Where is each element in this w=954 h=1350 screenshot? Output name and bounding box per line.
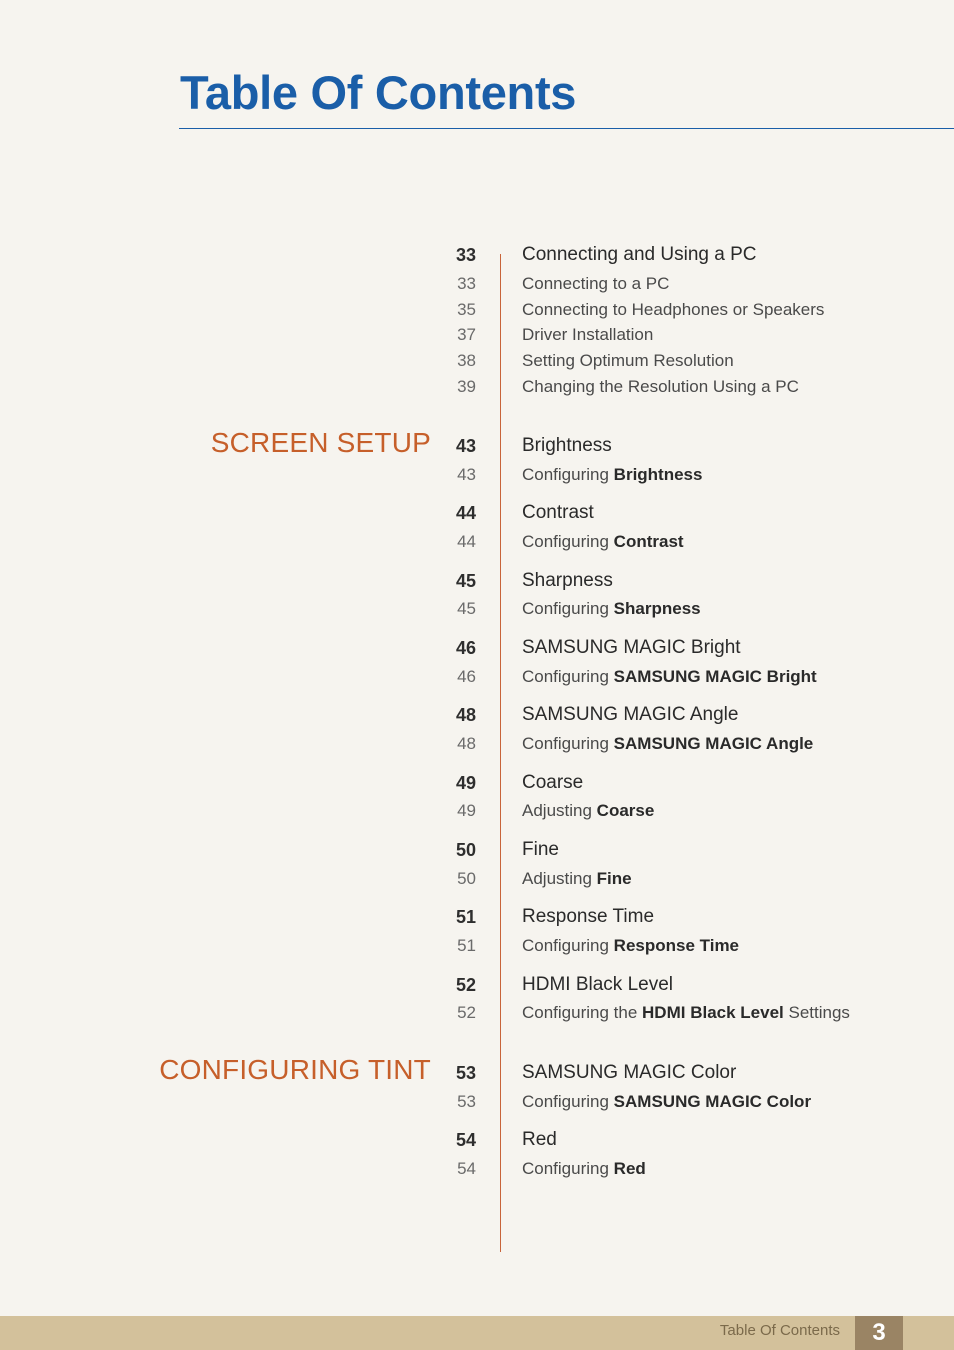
toc-entry-heading[interactable]: [0, 972, 954, 998]
toc-subentry[interactable]: [0, 529, 954, 555]
toc-subentry[interactable]: [0, 933, 954, 959]
toc-entry-heading[interactable]: [0, 837, 954, 863]
toc-heading-text: SAMSUNG MAGIC Color: [522, 1062, 737, 1083]
toc-page-number: 45: [457, 599, 476, 618]
toc-subentry-text: [522, 462, 702, 488]
toc-subentry-prefix: Adjusting: [522, 801, 597, 820]
page-title: Table Of Contents: [180, 66, 577, 119]
toc-entry-heading[interactable]: [0, 433, 954, 459]
toc-page-number: 52: [455, 975, 476, 995]
toc-heading-text: Fine: [522, 839, 559, 860]
toc-heading-text: Red: [522, 1129, 557, 1150]
toc-page-number: 48: [457, 734, 476, 753]
toc-subentry-text: Driver Installation: [522, 325, 654, 344]
toc-page-number: 54: [455, 1130, 476, 1150]
toc-subentry-prefix: Configuring: [522, 1159, 614, 1178]
toc-page-number: 45: [455, 571, 476, 591]
toc-page-number: 49: [457, 801, 476, 820]
toc-subentry[interactable]: [0, 374, 954, 400]
toc-subentry-keyword: SAMSUNG MAGIC Bright: [613, 667, 817, 686]
toc-entry-heading[interactable]: [0, 568, 954, 594]
toc-subentry-text: [522, 529, 684, 555]
toc-subentry-text: [522, 933, 739, 959]
toc-heading-text: SAMSUNG MAGIC Angle: [522, 704, 739, 725]
toc-subentry-prefix: Adjusting: [522, 869, 597, 888]
toc-subentry-text: [522, 596, 701, 622]
toc-entry-heading[interactable]: [0, 770, 954, 796]
toc-entry-heading[interactable]: [0, 1127, 954, 1153]
toc-heading-text: Coarse: [522, 772, 584, 793]
toc-page-number: 53: [455, 1063, 476, 1083]
toc-page-number: 49: [455, 773, 476, 793]
toc-page-number: 43: [455, 436, 476, 456]
section-label-configuring-tint: CONFIGURING TINT: [159, 1054, 431, 1085]
toc-page-number: 52: [457, 1003, 476, 1022]
toc-subentry-prefix: Configuring: [522, 465, 614, 484]
page-number-badge: 3: [855, 1316, 903, 1350]
footer-label: Table Of Contents: [719, 1322, 840, 1339]
toc-subentry-prefix: Configuring the: [522, 1003, 643, 1022]
toc-heading-text: Contrast: [522, 502, 594, 523]
toc-subentry[interactable]: [0, 866, 954, 892]
toc-subentry-text: Connecting to Headphones or Speakers: [522, 300, 825, 319]
toc-subentry[interactable]: [0, 798, 954, 824]
toc-page-number: 50: [457, 869, 476, 888]
toc-subentry-text: [522, 1156, 646, 1182]
toc-subentry-prefix: Configuring: [522, 532, 614, 551]
toc-subentry[interactable]: [0, 297, 954, 323]
toc-subentry-keyword: Red: [613, 1159, 646, 1178]
toc-page-number: 44: [457, 532, 476, 551]
toc-subentry-prefix: Configuring: [522, 734, 614, 753]
toc-subentry[interactable]: [0, 462, 954, 488]
toc-heading-text: Brightness: [522, 435, 612, 456]
toc-subentry-keyword: SAMSUNG MAGIC Color: [613, 1092, 812, 1111]
toc-subentry-keyword: Coarse: [596, 801, 655, 820]
toc-entry-heading[interactable]: [0, 702, 954, 728]
toc-subentry-keyword: Fine: [596, 869, 632, 888]
toc-subentry-keyword: Sharpness: [613, 599, 701, 618]
toc-page-number: 37: [457, 325, 476, 344]
toc-subentry-suffix: Settings: [783, 1003, 850, 1022]
toc-entry-heading[interactable]: [0, 500, 954, 526]
toc-page-number: 38: [457, 351, 476, 370]
toc-subentry-keyword: Response Time: [613, 936, 740, 955]
toc-subentry-keyword: Contrast: [613, 532, 684, 551]
toc-page-number: 43: [457, 465, 476, 484]
section-label-screen-setup: SCREEN SETUP: [210, 427, 431, 458]
toc-page-number: 51: [455, 907, 476, 927]
toc-subentry[interactable]: [0, 596, 954, 622]
toc-subentry[interactable]: [0, 731, 954, 757]
toc-subentry[interactable]: [0, 1089, 954, 1115]
toc-page-number: 44: [455, 503, 476, 523]
toc-page-number: 33: [455, 245, 476, 265]
toc-subentry[interactable]: [0, 322, 954, 348]
toc-subentry-prefix: Configuring: [522, 1092, 614, 1111]
title-rule: [179, 128, 954, 129]
toc-subentry-prefix: Configuring: [522, 936, 614, 955]
toc-entry-heading[interactable]: [0, 1060, 954, 1086]
toc-page-number: 35: [457, 300, 476, 319]
toc-page-number: 53: [457, 1092, 476, 1111]
toc-subentry-text: [522, 1089, 811, 1115]
toc-subentry-text: [522, 1000, 850, 1026]
toc-entry-heading[interactable]: [0, 242, 954, 268]
toc-subentry-text: Changing the Resolution Using a PC: [522, 377, 799, 396]
toc-heading-text: HDMI Black Level: [522, 974, 673, 995]
toc-page-number: 51: [457, 936, 476, 955]
toc-heading-text: SAMSUNG MAGIC Bright: [522, 637, 741, 658]
toc-page-number: 48: [455, 705, 476, 725]
toc-heading-text: Response Time: [522, 906, 655, 927]
toc-page-number: 46: [457, 667, 476, 686]
toc-subentry-keyword: HDMI Black Level: [642, 1003, 784, 1022]
toc-subentry-text: Connecting to a PC: [522, 274, 670, 293]
toc-subentry-text: [522, 798, 654, 824]
toc-heading-text: Connecting and Using a PC: [522, 244, 757, 265]
toc-subentry[interactable]: [0, 348, 954, 374]
toc-subentry[interactable]: [0, 1156, 954, 1182]
toc-page-number: 50: [455, 840, 476, 860]
toc-heading-text: Sharpness: [522, 570, 613, 591]
toc-subentry-text: [522, 664, 817, 690]
toc-subentry-text: [522, 866, 632, 892]
toc-subentry-prefix: Configuring: [522, 599, 614, 618]
toc-page-number: 33: [457, 274, 476, 293]
toc-subentry[interactable]: [0, 664, 954, 690]
toc-subentry[interactable]: [0, 271, 954, 297]
toc-page-number: 39: [457, 377, 476, 396]
toc-entry-heading[interactable]: [0, 635, 954, 661]
toc-subentry-keyword: SAMSUNG MAGIC Angle: [613, 734, 814, 753]
toc-entry-heading[interactable]: [0, 904, 954, 930]
toc-page-number: 54: [457, 1159, 476, 1178]
toc-subentry-prefix: Configuring: [522, 667, 614, 686]
toc-page-number: 46: [455, 638, 476, 658]
toc-subentry-text: Setting Optimum Resolution: [522, 351, 734, 370]
toc-subentry-text: [522, 731, 813, 757]
toc-subentry-keyword: Brightness: [613, 465, 703, 484]
toc-subentry[interactable]: [0, 1000, 954, 1026]
